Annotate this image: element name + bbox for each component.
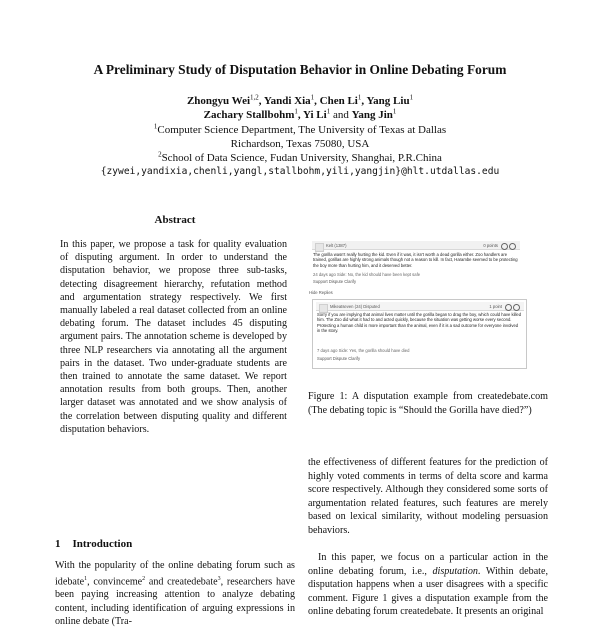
post-reply-actions[interactable]: Support Dispute Clarify	[317, 356, 361, 361]
post-reply	[312, 299, 527, 369]
author-name: Yi Li	[302, 109, 327, 121]
downvote-icon[interactable]	[509, 243, 516, 250]
upvote-icon[interactable]	[505, 304, 512, 311]
author-name: Yandi Xia	[263, 95, 311, 107]
author-name: Chen Li	[319, 95, 358, 107]
post-reply-user: Mikeatseven (24) Disputed	[330, 304, 380, 309]
author-affiliation-marker: 1	[357, 93, 362, 102]
affiliation-1	[0, 123, 600, 137]
para2-text-b: . Within debate, disputation happens when a user disagrees with a specific comment. Figure 1 gives a disputation example from the online debating forum createdebate. It presents an original	[308, 565, 548, 617]
post-reply-points: 1 point	[489, 304, 502, 309]
author-separator: ,	[314, 95, 320, 107]
para2-emphasis: disputation	[432, 565, 478, 577]
affiliation-1-line-1: Computer Science Department, The University of Texas at Dallas	[157, 124, 447, 136]
abstract-heading: Abstract	[154, 214, 196, 226]
author-affiliation-marker: 1	[310, 93, 315, 102]
authors-line-2	[0, 108, 600, 122]
introduction-paragraph	[55, 559, 295, 629]
intro-text-3: and createdebate	[145, 575, 218, 587]
abstract-text: In this paper, we propose a task for quality evaluation of disputing argument. In order to understand the disputation behavior, we propose three sub-tasks, detecting disagreement hierarchy, refutation method and argumentation strategy respectively. We first manually labeled a real dataset collected from an online debating forum. The dataset includes 45 disputing argument pairs. The annotation scheme is developed by three NLP researchers via annotating all the argument pairs in the dataset. Two under-graduate students are then trained to annotate the same dataset. We report annotation results from both groups. Then, another larger dataset was annotated and we show analysis of the correlation between disputing quality and different disputation behaviors.	[60, 239, 287, 435]
right-column-paragraph-2	[308, 551, 548, 619]
affiliation-1-address: Richardson, Texas 75080, USA	[230, 138, 370, 150]
figure-1-screenshot	[309, 239, 527, 370]
footnote-marker-3: 3	[217, 575, 221, 582]
paper-title: A Preliminary Study of Disputation Behavior in Online Debating Forum	[93, 62, 507, 77]
hide-replies-link[interactable]: Hide Replies	[309, 290, 333, 295]
author-emails: {zywei,yandixia,chenli,yangl,stallbohm,yili,yangjin}@hlt.utdallas.edu	[100, 166, 500, 177]
author-separator: ,	[258, 95, 264, 107]
author-name: Zhongyu Wei	[186, 95, 251, 107]
figure-1-caption: Figure 1: A disputation example from createdebate.com (The debating topic is “Should the Gorilla have died?”)	[308, 391, 548, 416]
author-name: Zachary Stallbohm	[203, 109, 295, 121]
right-column-paragraph-1: the effectiveness of different features for the prediction of highly voted comments in terms of delta score and karma score respectively. Although they considered some sorts of argumentation related features, such features are merely based on lexical similarity, without modeling persuasion behaviors.	[308, 457, 548, 536]
author-name: Yang Liu	[366, 95, 410, 107]
author-affiliation-marker: 1,2	[250, 93, 259, 102]
intro-text-1: With the popularity of the online debating forum such as idebate	[55, 560, 295, 587]
para2-text-a: In this paper, we focus on a particular action in the online debating forum, i.e.,	[308, 552, 548, 577]
post-reply-text: Sorry if you are implying that animal lives matter until the gorilla began to drag the boy, which could have killed him. The Zoo did what it had to and acted quickly, because the situation was getting worse every second. Protecting a human child is more important than the animal, even if it is a sad outcome for everyone involved in the story.	[317, 312, 522, 333]
author-separator: ,	[297, 109, 303, 121]
post-original	[309, 239, 525, 297]
post-original-text: The gorilla wasn't really hurting the kid. Even if it was, it isn't worth a dead gorilla either. Zoo handlers are trained, gorillas are highly strong animals though not a reason to kill. In fact, Harambe seemed to be protecting the boy more than hurting him, and it deserved better.	[313, 252, 518, 268]
section-title: Introduction	[72, 538, 133, 550]
author-name: Yang Jin	[351, 109, 393, 121]
post-reply-meta: 7 days ago Side: Yes, the gorilla should have died	[317, 348, 410, 353]
upvote-icon[interactable]	[501, 243, 508, 250]
affiliation-2-marker: 2	[158, 150, 162, 159]
author-affiliation-marker: 1	[392, 107, 397, 116]
post-original-actions[interactable]: Support Dispute Clarify	[313, 279, 357, 284]
downvote-icon[interactable]	[513, 304, 520, 311]
affiliation-2-line-1: School of Data Science, Fudan University, Shanghai, P.R.China	[161, 152, 442, 164]
intro-text-4: , researchers have been paying increasing attention to analyze debating content, including identification of arguing expressions in online debate (Tra-	[55, 575, 296, 628]
section-heading-introduction	[55, 538, 144, 550]
affiliation-2	[0, 151, 600, 165]
post-original-user: Kelt (1387)	[326, 243, 347, 248]
author-separator: ,	[361, 95, 367, 107]
affiliation-1-marker: 1	[153, 122, 158, 131]
authors-line-1	[0, 94, 600, 108]
post-reply-header	[316, 302, 524, 311]
author-affiliation-marker: 1	[409, 93, 414, 102]
post-original-points: 0 points	[483, 243, 498, 248]
section-number: 1	[55, 538, 61, 550]
footnote-marker-1: 1	[84, 575, 88, 582]
post-original-meta: 24 days ago Side: No, the kid should have been kept safe	[313, 272, 421, 277]
avatar	[315, 243, 324, 252]
footnote-marker-2: 2	[142, 575, 146, 582]
author-affiliation-marker: 1	[294, 107, 298, 116]
post-original-header	[312, 241, 520, 250]
author-separator: and	[330, 109, 352, 121]
author-affiliation-marker: 1	[326, 107, 331, 116]
intro-text-2: , convinceme	[87, 575, 143, 587]
